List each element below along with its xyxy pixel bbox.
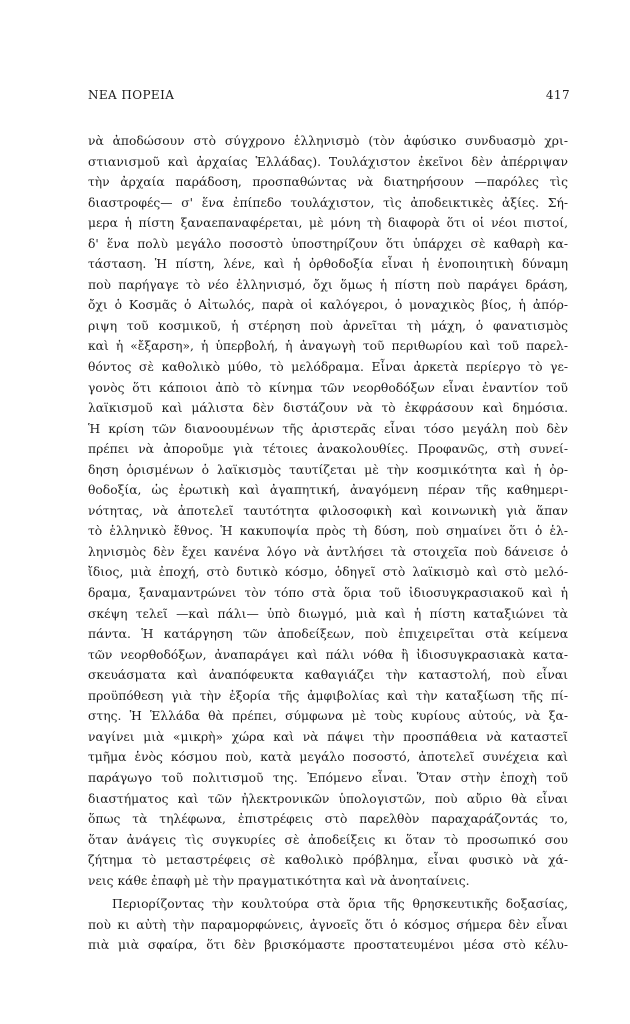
text-line: ποὺ παρήγαγε τὸ νέο ἑλληνισμό, ὄχι ὅμως ἡ πίστη ποὺ παράγει δράση, <box>88 277 568 292</box>
text-line: μερα ἡ πίστη ξαναεπαναφέρεται, μὲ μόνη τὴ διαφορὰ ὅτι οἱ νέοι πιστοί, <box>88 216 568 231</box>
text-line: νότητας, νὰ ἀποτελεῖ ταυτότητα φιλοσοφικὴ καὶ κοινωνικὴ γιὰ ἅπαν <box>88 503 568 518</box>
text-line: ληνισμὸς δὲν ἔχει κανένα λόγο νὰ ἀντλήσει τὰ στοιχεῖα ποὺ δάνεισε ὁ <box>88 544 568 559</box>
text-line: διαστήματος καὶ τῶν ἠλεκτρονικῶν ὑπολογιστῶν, ποὺ αὔριο θὰ εἶναι <box>88 791 568 806</box>
text-line: στιανισμοῦ καὶ ἀρχαίας Ἑλλάδας). Τουλάχιστον ἐκεῖνοι δὲν ἀπέρριψαν <box>88 154 568 169</box>
text-line: τὴν ἀρχαία παράδοση, προσπαθώντας νὰ διατηρήσουν —παρόλες τὶς <box>88 175 568 190</box>
text-line: νεις κάθε ἐπαφὴ μὲ τὴν πραγματικότητα καὶ νὰ ἀνοηταίνεις. <box>88 873 470 888</box>
text-line: τὸ ἑλληνικὸ ἔθνος. Ἡ κακυποψία πρὸς τὴ δύση, ποὺ σημαίνει ὅτι ὁ ἑλ- <box>88 524 568 539</box>
page-number: 417 <box>545 88 570 102</box>
text-line: σκέψη τελεῖ —καὶ πάλι— ὑπὸ διωγμό, μιὰ καὶ ἡ πίστη καταξιώνει τὰ <box>88 606 568 621</box>
text-line: πιὰ μιὰ σφαίρα, ὅτι δὲν βρισκόμαστε προστατευμένοι μέσα στὸ κέλυ- <box>88 938 568 953</box>
text-line: ποὺ κι αὐτὴ τὴν παραμορφώνεις, ἀγνοεῖς ὅτι ὁ κόσμος σήμερα δὲν εἶναι <box>88 917 568 932</box>
running-title: ΝΕΑ ΠΟΡΕΙΑ <box>88 88 175 102</box>
text-line: ριψη τοῦ κοσμικοῦ, ἡ στέρηση ποὺ ἀρνεῖται τὴ μάχη, ὁ φανατισμὸς <box>88 318 568 333</box>
text-line: ζήτημα τὸ μεταστρέφεις σὲ καθολικὸ πρόβλημα, εἶναι φυσικὸ νὰ χά- <box>88 853 568 868</box>
text-line: προϋπόθεση γιὰ τὴν ἐξορία τῆς ἀμφιβολίας καὶ τὴν καταξίωση τῆς πί- <box>88 688 568 703</box>
text-line: διαστροφές— σ' ἕνα ἐπίπεδο τουλάχιστον, τὶς ἀποδεικτικὲς ἀξίες. Σή- <box>88 195 568 210</box>
text-line: Ἡ κρίση τῶν διανοουμένων τῆς ἀριστερᾶς εἶναι τόσο μεγάλη ποὺ δὲν <box>88 421 568 436</box>
text-line: τάσταση. Ἡ πίστη, λένε, καὶ ἡ ὀρθοδοξία εἶναι ἡ ἑνοποιητικὴ δύναμη <box>88 257 568 272</box>
text-line: δραμα, ξαναμαντρώνει τὸν τόπο στὰ ὅρια τοῦ ἰδιοσυγκρασιακοῦ καὶ ἡ <box>88 586 568 601</box>
body-text <box>88 131 568 956</box>
running-head <box>88 88 570 104</box>
paragraph <box>88 131 568 891</box>
text-line: τῶν νεορθοδόξων, ἀναπαράγει καὶ πάλι νόθα ἢ ἰδιοσυγκρασιακὰ κατα- <box>88 647 568 662</box>
text-line: δ' ἕνα πολὺ μεγάλο ποσοστὸ ὑποστηρίζουν ὅτι ὑπάρχει σὲ καθαρὴ κα- <box>88 236 568 251</box>
text-line: ὅπως τὰ τηλέφωνα, ἐπιστρέφεις στὸ παρελθὸν παραχαράζοντάς το, <box>88 812 568 827</box>
text-line: στης. Ἡ Ἑλλάδα θὰ πρέπει, σύμφωνα μὲ τοὺς κυρίους αὐτούς, νὰ ξα- <box>88 709 568 724</box>
text-line: Περιορίζοντας τὴν κουλτούρα στὰ ὅρια τῆς θρησκευτικῆς δοξασίας, <box>112 897 568 912</box>
text-line: πάντα. Ἡ κατάργηση τῶν ἀποδείξεων, ποὺ ἐπιχειρεῖται στὰ κείμενα <box>88 627 568 642</box>
paragraph <box>88 894 568 956</box>
text-line: δηση ὁρισμένων ὁ λαϊκισμὸς ταυτίζεται μὲ τὴν κοσμικότητα καὶ ἡ ὀρ- <box>88 462 568 477</box>
text-line: λαϊκισμοῦ καὶ μάλιστα δὲν διστάζουν νὰ τὸ ἐκφράσουν καὶ δημόσια. <box>88 401 568 416</box>
text-line: πρέπει νὰ ἀποροῦμε γιὰ τέτοιες ἀνακολουθίες. Προφανῶς, στὴ συνεί- <box>88 442 568 457</box>
text-line: σκευάσματα καὶ ἀναπόφευκτα καθαγιάζει τὴν καταστολή, ποὺ εἶναι <box>88 668 568 683</box>
text-line: ἴδιος, μιὰ ἐποχή, στὸ δυτικὸ κόσμο, ὁδηγεῖ στὸ λαϊκισμὸ καὶ στὸ μελό- <box>88 565 568 580</box>
text-line: ὄχι ὁ Κοσμᾶς ὁ Αἰτωλός, παρὰ οἱ καλόγεροι, ὁ μοναχικὸς βίος, ἡ ἀπόρ- <box>88 298 568 313</box>
text-line: παράγωγο τοῦ πολιτισμοῦ της. Ἑπόμενο εἶναι. Ὅταν στὴν ἐποχὴ τοῦ <box>88 770 568 785</box>
text-line: ναγίνει μιὰ «μικρὴ» χώρα καὶ νὰ πάψει τὴν προσπάθεια νὰ καταστεῖ <box>88 729 568 744</box>
text-line: τμῆμα ἑνὸς κόσμου ποὺ, κατὰ μεγάλο ποσοστό, ἀποτελεῖ συνέχεια καὶ <box>88 750 568 765</box>
text-line: θόντος σὲ καθολικὸ μύθο, τὸ μελόδραμα. Εἶναι ἀρκετὰ περίεργο τὸ γε- <box>88 360 568 375</box>
text-line: καὶ ἡ «ἔξαρση», ἡ ὑπερβολή, ἡ ἀναγωγὴ τοῦ περιθωρίου καὶ τοῦ παρελ- <box>88 339 568 354</box>
text-line: ὅταν ἀνάγεις τὶς συγκυρίες σὲ ἀποδείξεις κι ὅταν τὸ προσωπικό σου <box>88 832 568 847</box>
text-line: θοδοξία, ὡς ἐρωτικὴ καὶ ἀγαπητική, ἀναγόμενη πέραν τῆς καθημερι- <box>88 483 568 498</box>
text-line: γονὸς ὅτι κάποιοι ἀπὸ τὸ κίνημα τῶν νεορθοδόξων εἶναι ἐναντίον τοῦ <box>88 380 568 395</box>
text-line: νὰ ἀποδώσουν στὸ σύγχρονο ἑλληνισμὸ (τὸν ἀφύσικο συνδυασμὸ χρι- <box>88 134 568 148</box>
